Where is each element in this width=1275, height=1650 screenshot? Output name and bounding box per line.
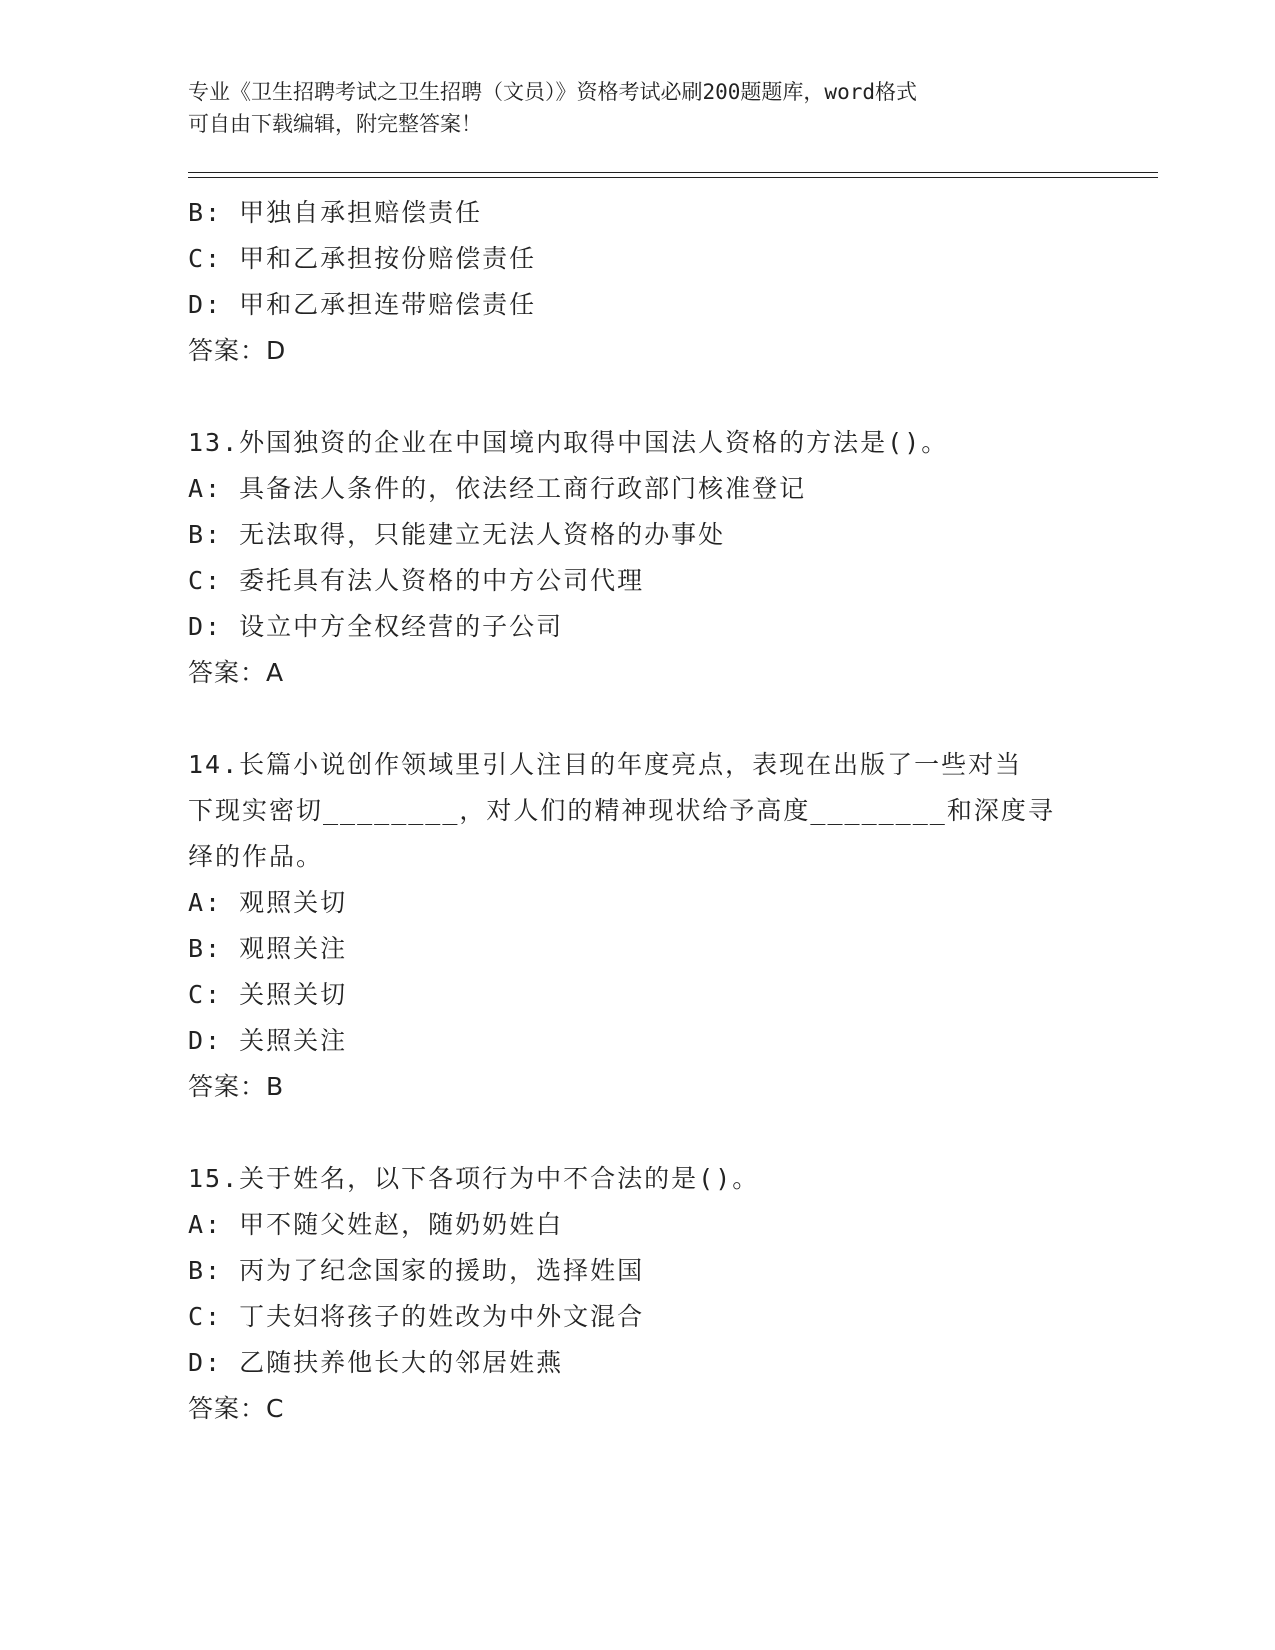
answer: 答案：D: [188, 336, 287, 365]
option-a: A: 观照关切: [188, 888, 348, 917]
header-rule-top: [188, 172, 1158, 173]
spacer: [188, 374, 1088, 420]
option-d: D: 甲和乙承担连带赔偿责任: [188, 290, 537, 319]
answer: 答案：B: [188, 1072, 285, 1101]
option-b: B: 甲独自承担赔偿责任: [188, 198, 483, 227]
option-c: C: 丁夫妇将孩子的姓改为中外文混合: [188, 1302, 645, 1331]
option-c: C: 甲和乙承担按份赔偿责任: [188, 244, 537, 273]
header-line-1: 专业《卫生招聘考试之卫生招聘（文员）》资格考试必刷200题题库，word格式: [188, 80, 917, 104]
question-list: [188, 190, 1088, 1432]
spacer: [188, 1110, 1088, 1156]
answer: 答案：A: [188, 658, 285, 687]
option-b: B: 无法取得，只能建立无法人资格的办事处: [188, 520, 726, 549]
option-d: D: 设立中方全权经营的子公司: [188, 612, 564, 641]
option-a: A: 甲不随父姓赵，随奶奶姓白: [188, 1210, 564, 1239]
option-a: A: 具备法人条件的，依法经工商行政部门核准登记: [188, 474, 807, 503]
header-line-2: 可自由下载编辑，附完整答案！: [188, 112, 482, 136]
answer: 答案：C: [188, 1394, 285, 1423]
document-header: [188, 76, 1088, 140]
option-b: B: 丙为了纪念国家的援助，选择姓国: [188, 1256, 645, 1285]
question-13: [188, 420, 1088, 696]
question-stem-line-3: 绎的作品。: [188, 842, 324, 871]
question-12-tail: [188, 190, 1088, 374]
option-d: D: 关照关注: [188, 1026, 348, 1055]
spacer: [188, 696, 1088, 742]
question-stem-line-1: 14.长篇小说创作领域里引人注目的年度亮点，表现在出版了一些对当: [188, 750, 1023, 779]
header-rule-bottom: [188, 177, 1158, 178]
question-stem-line-2: 下现实密切________，对人们的精神现状给予高度________和深度寻: [188, 796, 1055, 825]
option-c: C: 委托具有法人资格的中方公司代理: [188, 566, 645, 595]
question-15: [188, 1156, 1088, 1432]
question-14: [188, 742, 1088, 1110]
question-stem: 15.关于姓名，以下各项行为中不合法的是()。: [188, 1164, 760, 1193]
option-d: D: 乙随扶养他长大的邻居姓燕: [188, 1348, 564, 1377]
question-stem: 13.外国独资的企业在中国境内取得中国法人资格的方法是()。: [188, 428, 949, 457]
option-b: B: 观照关注: [188, 934, 348, 963]
option-c: C: 关照关切: [188, 980, 348, 1009]
